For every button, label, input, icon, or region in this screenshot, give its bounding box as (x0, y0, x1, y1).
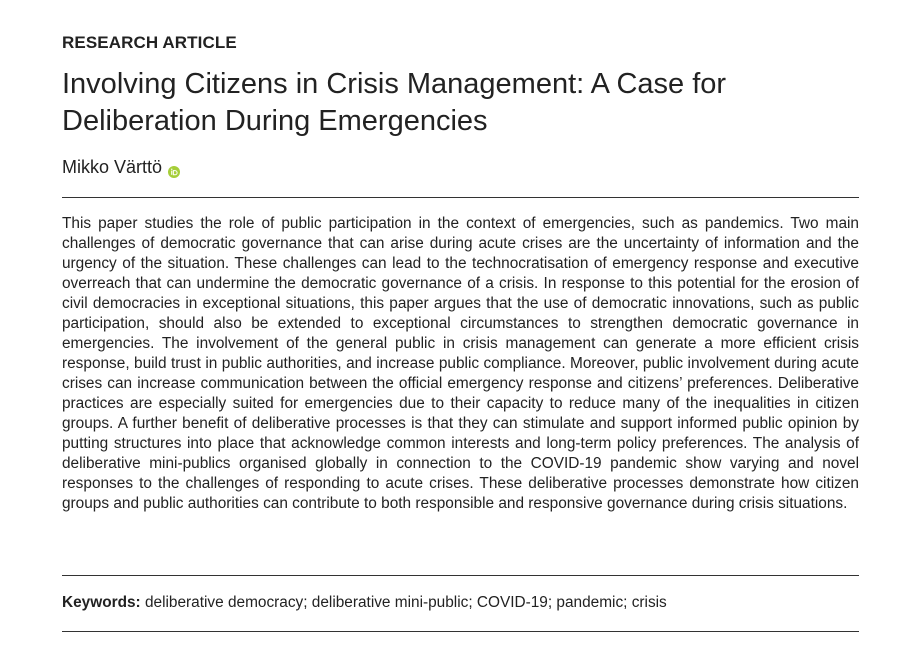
keywords-line (62, 594, 667, 612)
top-divider (62, 197, 859, 198)
bottom-divider (62, 631, 859, 632)
article-title: Involving Citizens in Crisis Management: A Case for Deliberation During Emergencies (62, 68, 727, 137)
author-line (62, 157, 180, 178)
abstract-text: This paper studies the role of public participation in the context of emergencies, such as pandemics. Two main challenges of democratic governance that can arise during acute crises are the uncertainty of information and the urgency of the situation. These challenges can lead to the technocratisation of emergency response and executive overreach that can undermine the democratic governance of a crisis. In response to this potential for the erosion of civil democracies in exceptional situations, this paper argues that the use of democratic innovations, such as public participation, should also be extended to exceptional circumstances to strengthen democratic governance in emergencies. The involvement of the general public in crisis management can generate a more efficient crisis response, build trust in public authorities, and increase public compliance. Moreover, public involvement during acute crises can increase communication between the official emergency response and citizens’ preferences. Deliberative practices are especially suited for emergencies due to their capacity to reduce many of the inequalities in citizen groups. A further benefit of deliberative processes is that they can stimulate and support informed public opinion by putting structures into place that acknowledge common interests and long-term policy preferences. The analysis of deliberative mini-publics organised globally in connection to the COVID-19 pandemic show varying and novel responses to the challenges of responding to acute crises. These deliberative processes demonstrate how citizen groups and public authorities can contribute to both responsible and responsive governance during crisis situations. (62, 215, 859, 512)
article-type-label: RESEARCH ARTICLE (62, 33, 237, 52)
author-name: Mikko Värttö (62, 157, 163, 177)
keywords-label: Keywords: (62, 594, 141, 611)
article-page (62, 0, 859, 671)
orcid-icon[interactable] (168, 162, 180, 174)
abstract-divider (62, 575, 859, 576)
keywords-text: deliberative democracy; deliberative mini-public; COVID-19; pandemic; crisis (144, 594, 667, 611)
orcid-icon-graphic (168, 166, 180, 178)
